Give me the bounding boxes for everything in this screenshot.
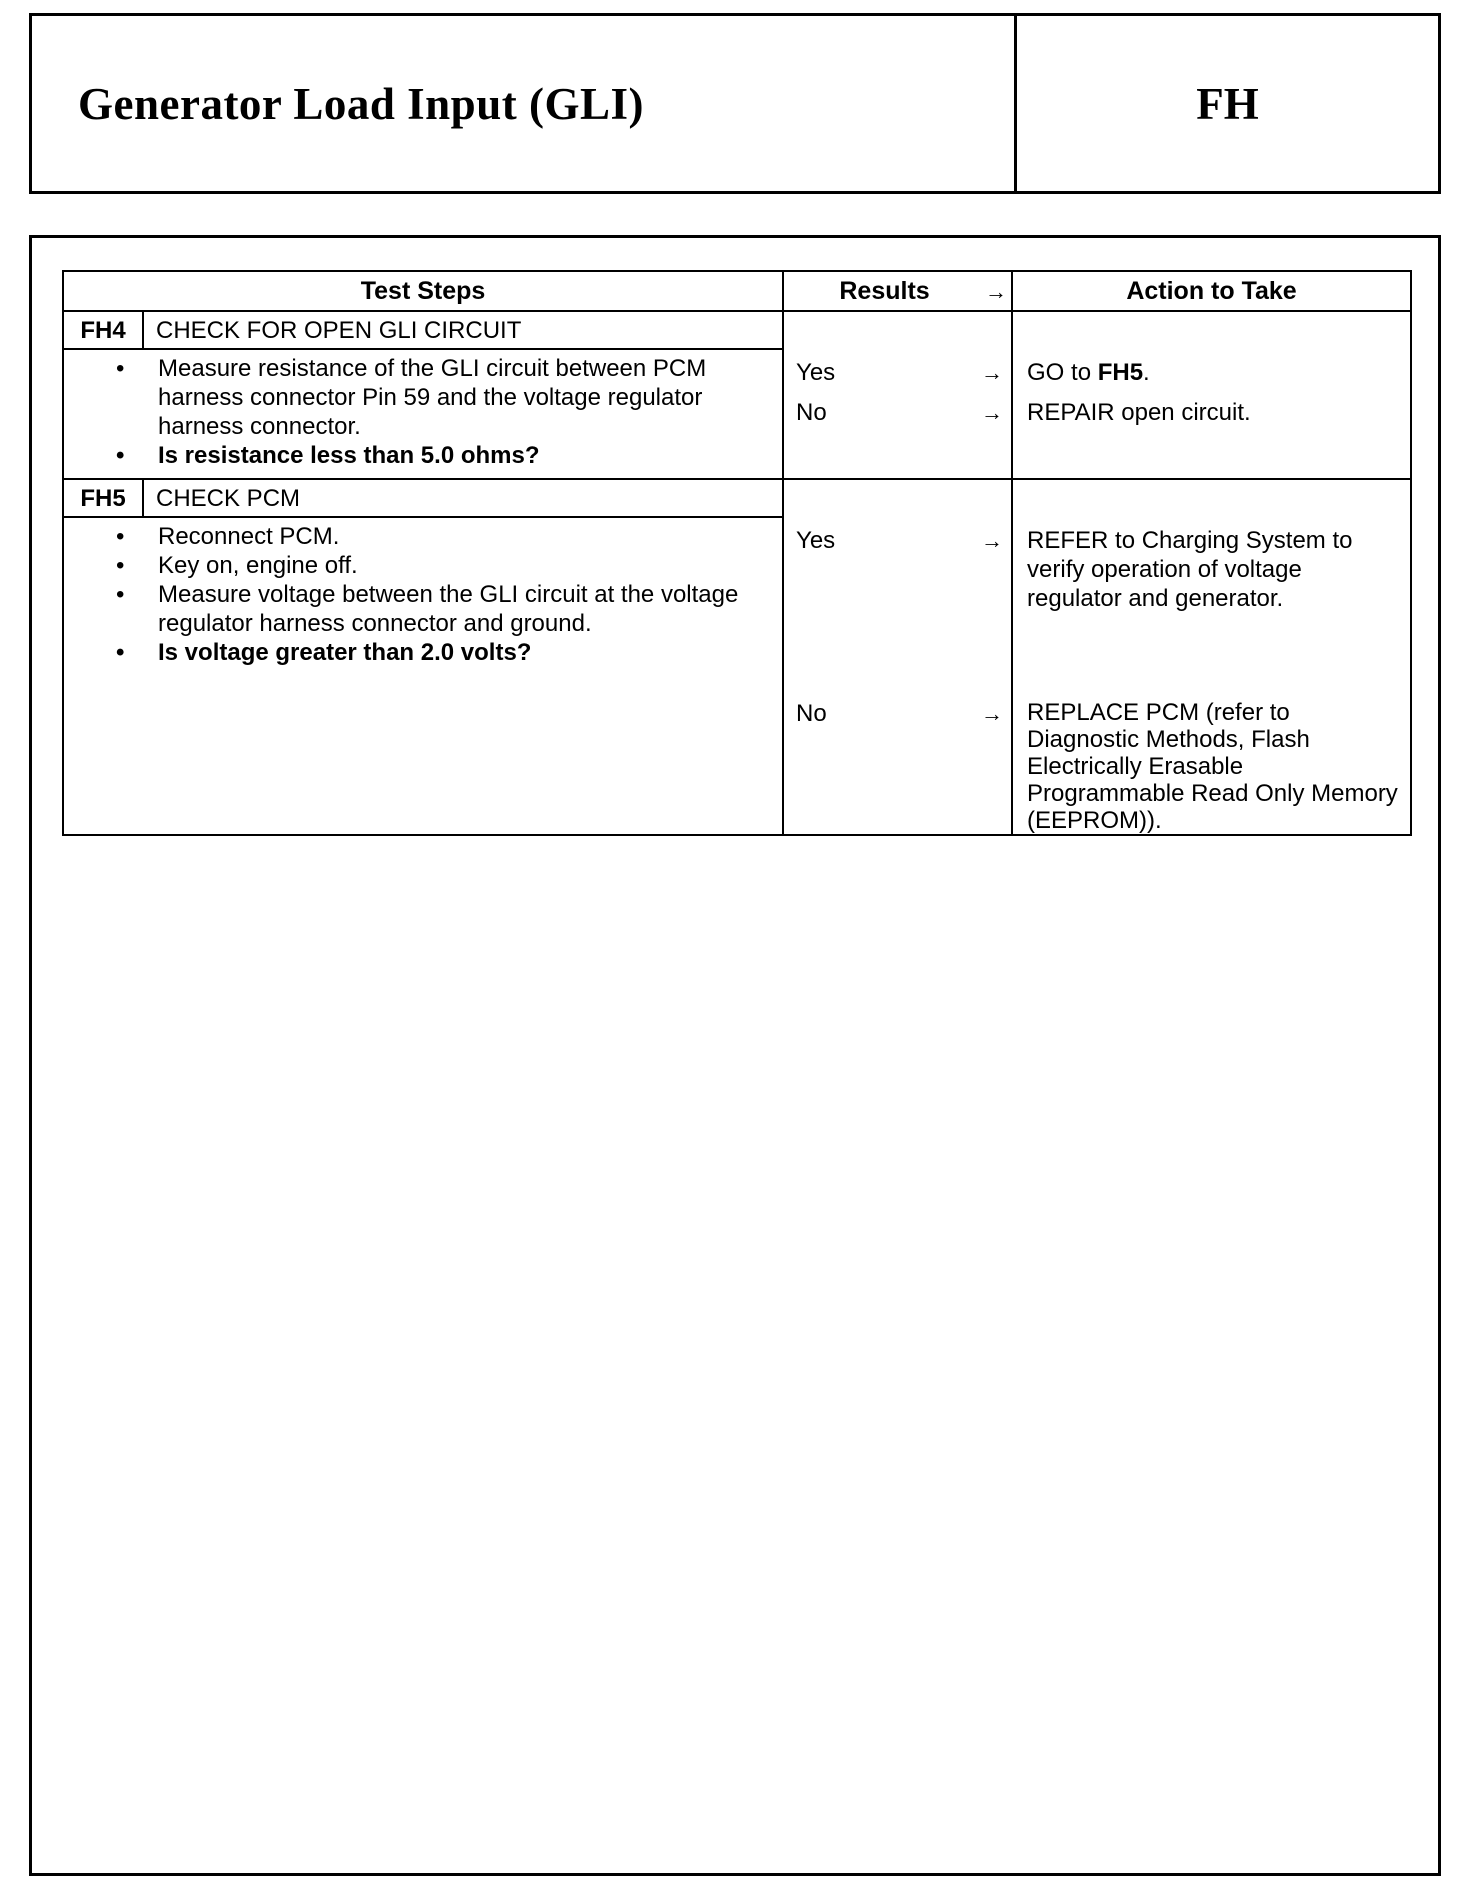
bullet-icon: •	[116, 355, 125, 382]
header-action: Action to Take	[1012, 271, 1411, 311]
question-item	[116, 441, 772, 470]
result-no	[796, 398, 1005, 427]
instruction-item	[116, 354, 772, 441]
arrow-icon: →	[985, 278, 1008, 304]
step-title: CHECK PCM	[143, 479, 783, 517]
step-id: FH5	[63, 479, 143, 517]
action-text: REPAIR open circuit.	[1027, 399, 1251, 426]
bullet-icon: •	[116, 442, 125, 469]
result-yes	[796, 526, 1005, 555]
arrow-icon: →	[981, 701, 1004, 726]
step-instructions	[63, 349, 783, 479]
bullet-icon: •	[116, 523, 125, 550]
results-cell	[783, 479, 1012, 835]
header-results	[783, 271, 1012, 311]
result-label: No	[796, 700, 827, 727]
action-step-ref: FH5	[1097, 359, 1144, 386]
page-header	[29, 13, 1441, 194]
diagnostic-table	[62, 270, 1412, 836]
step-id: FH4	[63, 311, 143, 349]
result-label: Yes	[796, 359, 836, 386]
instruction-item	[116, 580, 772, 638]
arrow-icon: →	[981, 528, 1004, 553]
results-cell	[783, 311, 1012, 479]
action-cell	[1012, 311, 1411, 479]
header-test-steps: Test Steps	[63, 271, 783, 311]
action-yes	[1027, 358, 1402, 387]
result-no	[796, 699, 1005, 728]
table-header-row	[63, 271, 1411, 311]
action-yes	[1027, 526, 1402, 613]
question-text: Is resistance less than 5.0 ohms?	[158, 442, 540, 469]
step-title-row	[63, 311, 1411, 349]
instruction-text: Measure resistance of the GLI circuit between PCM harness connector Pin 59 and the voltage regulator harness connector.	[158, 355, 707, 440]
question-item	[116, 638, 772, 667]
instruction-text: Key on, engine off.	[158, 552, 358, 579]
arrow-icon: →	[981, 360, 1004, 385]
bullet-icon: •	[116, 639, 125, 666]
instruction-text: Measure voltage between the GLI circuit at the voltage regulator harness connector and ground.	[158, 581, 739, 637]
action-text: GO to	[1027, 359, 1098, 386]
result-yes	[796, 358, 1005, 387]
section-code: FH	[1196, 78, 1259, 129]
instruction-text: Reconnect PCM.	[158, 523, 340, 550]
question-text: Is voltage greater than 2.0 volts?	[158, 639, 532, 666]
instruction-item	[116, 522, 772, 551]
step-title-row	[63, 479, 1411, 517]
action-cell	[1012, 479, 1411, 835]
header-results-label: Results	[839, 276, 930, 305]
result-label: No	[796, 399, 827, 426]
action-text: REPLACE PCM (refer to Diagnostic Methods, Flash Electrically Erasable Programmable Read Only Memory (EEPROM)).	[1027, 699, 1398, 834]
result-label: Yes	[796, 527, 836, 554]
step-title: CHECK FOR OPEN GLI CIRCUIT	[143, 311, 783, 349]
step-instructions	[63, 517, 783, 835]
arrow-icon: →	[981, 400, 1004, 425]
action-text: REFER to Charging System to verify operation of voltage regulator and generator.	[1027, 527, 1353, 612]
action-text-suffix: .	[1143, 359, 1150, 386]
bullet-icon: •	[116, 552, 125, 579]
action-no	[1027, 699, 1402, 834]
bullet-icon: •	[116, 581, 125, 608]
page-title: Generator Load Input (GLI)	[32, 16, 1017, 191]
instruction-item	[116, 551, 772, 580]
action-no	[1027, 398, 1402, 427]
